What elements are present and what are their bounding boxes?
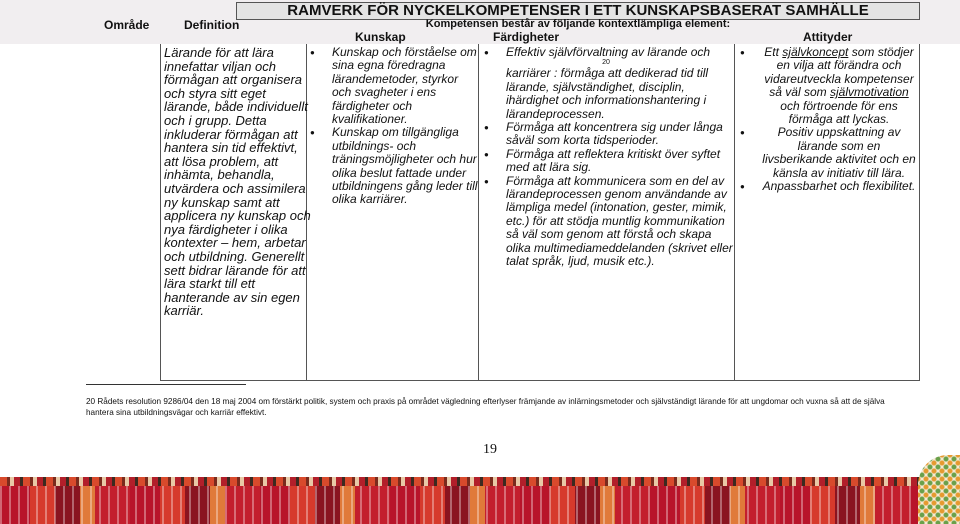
footnote-separator (86, 384, 246, 385)
decorative-dots (918, 455, 960, 524)
page-number: 19 (483, 442, 497, 457)
footnote: 20 Rådets resolution 9286/04 den 18 maj 2004 om förstärkt politik, system och praxis på området vägledning efterlyser främjande av inlärningsmetoder och självständigt lärande för att ungdomar och vuxna så att de själva hantera sina utbildningsvägar och karriär effektivt. (86, 397, 885, 417)
footnote-reference: 20 (602, 59, 610, 67)
attityder-item: ● Positiv uppskattning av lärande som en livsberikande aktivitet och en känsla av initiativ till lära. (740, 126, 916, 180)
fardigheter-item (484, 46, 736, 121)
kunskap-item: ● Kunskap och förståelse om sina egna föredragna lärandemetoder, styrkor och svagheter i ens färdigheter och kvalifikationer. (310, 46, 480, 126)
fardigheter-item: ● Förmåga att koncentrera sig under långa såväl som korta tidsperioder. (484, 121, 736, 148)
fardigheter-item-text: karriärer : förmåga att dedikerad tid till lärande, självständighet, disciplin, ihärdighet och informationshantering i lärandeprocessen. (506, 66, 709, 121)
decorative-border-stripe (0, 477, 960, 486)
column-header-definition: Definition (184, 18, 240, 32)
attityder-item (740, 46, 916, 126)
attityder-underlined-term: självmotivation (830, 85, 909, 100)
decorative-border-pattern (0, 486, 960, 524)
attityder-cell (740, 46, 916, 193)
fardigheter-cell (484, 46, 736, 269)
attityder-underlined-term: självkoncept (782, 45, 849, 59)
fardigheter-item: ● Förmåga att kommunicera som en del av lärandeprocessen genom användande av lämpliga medel (intonation, gester, mimik, etc.) för att stödja muntlig kommunikation så väl som genom att förstå och skapa olika multimediameddelanden (skrivet eller talat språk, ljud, musik etc.). (484, 175, 736, 269)
attityder-text: som stödjer en vilja att förändra och vidareutveckla kompetenser så väl som (764, 45, 914, 100)
column-header-area: Område (104, 18, 150, 32)
attityder-text: Ett (764, 45, 779, 59)
page-title: RAMVERK FÖR NYCKELKOMPETENSER I ETT KUNSKAPSBASERAT SAMHÄLLE (236, 2, 920, 20)
fardigheter-item-text: Effektiv självförvaltning av lärande och (506, 45, 711, 59)
attityder-text: och förtroende för ens förmåga att lyckas. (780, 98, 898, 127)
kunskap-cell (310, 46, 480, 207)
column-header-fardigheter: Färdigheter (493, 30, 560, 44)
table-subtitle: Kompetensen består av följande kontextlämpliga element: (425, 18, 731, 30)
kunskap-item: ● Kunskap om tillgängliga utbildnings- och träningsmöjligheter och hur olika beslut fattade under utbildningens gång leder till olika karriärer. (310, 126, 480, 206)
column-header-attityder: Attityder (803, 30, 853, 44)
column-header-kunskap: Kunskap (355, 30, 406, 44)
attityder-item: ● Anpassbarhet och flexibilitet. (740, 180, 916, 193)
fardigheter-item: ● Förmåga att reflektera kritiskt över syftet med att lära sig. (484, 148, 736, 175)
definition-text: Lärande för att lära innefattar viljan och förmågan att organisera och styra sitt eget lärande, både individuellt och i grupp. Detta inkluderar förmågan att hantera sin tid effektivt, att lösa problem, att inhämta, behandla, utvärdera och assimilera ny kunskap samt att applicera ny kunskap och nya färdigheter i olika kontexter – hem, arbetar och utbildning. Generellt sett bidrar lärande för att lära starkt till ett hanterande av sin egen karriär. (164, 45, 311, 319)
